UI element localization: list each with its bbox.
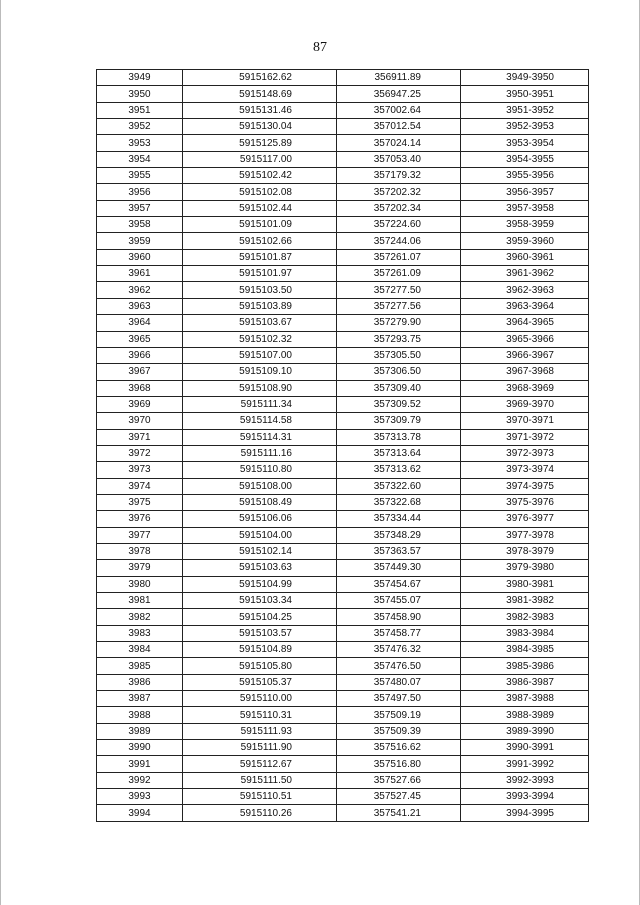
segment-cell: 3967-3968: [461, 364, 589, 380]
segment-cell: 3966-3967: [461, 347, 589, 363]
table-row: [97, 315, 589, 331]
table-row: [97, 772, 589, 788]
segment-cell: 3958-3959: [461, 217, 589, 233]
left-scan-edge: [0, 0, 1, 905]
table-row: [97, 266, 589, 282]
x-coordinate-cell: 5915102.32: [183, 331, 337, 347]
table-row: [97, 102, 589, 118]
point-number-cell: 3949: [97, 70, 183, 86]
table-row: [97, 658, 589, 674]
table-row: [97, 527, 589, 543]
x-coordinate-cell: 5915103.89: [183, 298, 337, 314]
table-row: [97, 625, 589, 641]
x-coordinate-cell: 5915105.37: [183, 674, 337, 690]
segment-cell: 3976-3977: [461, 511, 589, 527]
point-number-cell: 3993: [97, 789, 183, 805]
point-number-cell: 3960: [97, 249, 183, 265]
y-coordinate-cell: 357309.40: [337, 380, 461, 396]
y-coordinate-cell: 357516.80: [337, 756, 461, 772]
segment-cell: 3973-3974: [461, 462, 589, 478]
y-coordinate-cell: 357509.39: [337, 723, 461, 739]
segment-cell: 3987-3988: [461, 691, 589, 707]
y-coordinate-cell: 357527.45: [337, 789, 461, 805]
table-row: [97, 674, 589, 690]
table-row: [97, 233, 589, 249]
table-row: [97, 86, 589, 102]
y-coordinate-cell: 357458.77: [337, 625, 461, 641]
point-number-cell: 3954: [97, 151, 183, 167]
point-number-cell: 3973: [97, 462, 183, 478]
y-coordinate-cell: 357458.90: [337, 609, 461, 625]
y-coordinate-cell: 356911.89: [337, 70, 461, 86]
x-coordinate-cell: 5915117.00: [183, 151, 337, 167]
table-row: [97, 331, 589, 347]
x-coordinate-cell: 5915102.44: [183, 200, 337, 216]
y-coordinate-cell: 357305.50: [337, 347, 461, 363]
table-row: [97, 151, 589, 167]
segment-cell: 3953-3954: [461, 135, 589, 151]
point-number-cell: 3962: [97, 282, 183, 298]
table-row: [97, 789, 589, 805]
table-row: [97, 347, 589, 363]
x-coordinate-cell: 5915102.66: [183, 233, 337, 249]
point-number-cell: 3963: [97, 298, 183, 314]
segment-cell: 3950-3951: [461, 86, 589, 102]
point-number-cell: 3950: [97, 86, 183, 102]
x-coordinate-cell: 5915104.89: [183, 642, 337, 658]
table-row: [97, 740, 589, 756]
table-row: [97, 805, 589, 821]
segment-cell: 3980-3981: [461, 576, 589, 592]
point-number-cell: 3980: [97, 576, 183, 592]
table-row: [97, 135, 589, 151]
point-number-cell: 3955: [97, 168, 183, 184]
segment-cell: 3962-3963: [461, 282, 589, 298]
segment-cell: 3965-3966: [461, 331, 589, 347]
point-number-cell: 3987: [97, 691, 183, 707]
x-coordinate-cell: 5915111.90: [183, 740, 337, 756]
point-number-cell: 3953: [97, 135, 183, 151]
segment-cell: 3952-3953: [461, 119, 589, 135]
point-number-cell: 3994: [97, 805, 183, 821]
point-number-cell: 3974: [97, 478, 183, 494]
point-number-cell: 3989: [97, 723, 183, 739]
segment-cell: 3968-3969: [461, 380, 589, 396]
segment-cell: 3957-3958: [461, 200, 589, 216]
point-number-cell: 3951: [97, 102, 183, 118]
table-row: [97, 543, 589, 559]
segment-cell: 3993-3994: [461, 789, 589, 805]
table-row: [97, 576, 589, 592]
point-number-cell: 3958: [97, 217, 183, 233]
x-coordinate-cell: 5915108.49: [183, 494, 337, 510]
x-coordinate-cell: 5915101.97: [183, 266, 337, 282]
point-number-cell: 3969: [97, 396, 183, 412]
x-coordinate-cell: 5915110.80: [183, 462, 337, 478]
point-number-cell: 3957: [97, 200, 183, 216]
table-row: [97, 462, 589, 478]
y-coordinate-cell: 357313.64: [337, 445, 461, 461]
x-coordinate-cell: 5915131.46: [183, 102, 337, 118]
x-coordinate-cell: 5915106.06: [183, 511, 337, 527]
y-coordinate-cell: 357224.60: [337, 217, 461, 233]
y-coordinate-cell: 357313.78: [337, 429, 461, 445]
table-row: [97, 593, 589, 609]
coordinates-table-body: [97, 70, 589, 822]
x-coordinate-cell: 5915162.62: [183, 70, 337, 86]
point-number-cell: 3992: [97, 772, 183, 788]
point-number-cell: 3991: [97, 756, 183, 772]
y-coordinate-cell: 357261.09: [337, 266, 461, 282]
table-row: [97, 707, 589, 723]
x-coordinate-cell: 5915104.25: [183, 609, 337, 625]
point-number-cell: 3972: [97, 445, 183, 461]
point-number-cell: 3983: [97, 625, 183, 641]
y-coordinate-cell: 357476.32: [337, 642, 461, 658]
segment-cell: 3990-3991: [461, 740, 589, 756]
y-coordinate-cell: 357541.21: [337, 805, 461, 821]
y-coordinate-cell: 357024.14: [337, 135, 461, 151]
table-row: [97, 184, 589, 200]
point-number-cell: 3952: [97, 119, 183, 135]
y-coordinate-cell: 357309.52: [337, 396, 461, 412]
y-coordinate-cell: 357277.50: [337, 282, 461, 298]
table-row: [97, 168, 589, 184]
point-number-cell: 3970: [97, 413, 183, 429]
point-number-cell: 3965: [97, 331, 183, 347]
x-coordinate-cell: 5915148.69: [183, 86, 337, 102]
x-coordinate-cell: 5915108.00: [183, 478, 337, 494]
point-number-cell: 3982: [97, 609, 183, 625]
x-coordinate-cell: 5915107.00: [183, 347, 337, 363]
segment-cell: 3991-3992: [461, 756, 589, 772]
x-coordinate-cell: 5915111.16: [183, 445, 337, 461]
segment-cell: 3981-3982: [461, 593, 589, 609]
point-number-cell: 3990: [97, 740, 183, 756]
y-coordinate-cell: 357309.79: [337, 413, 461, 429]
y-coordinate-cell: 357516.62: [337, 740, 461, 756]
segment-cell: 3972-3973: [461, 445, 589, 461]
y-coordinate-cell: 357454.67: [337, 576, 461, 592]
table-row: [97, 200, 589, 216]
y-coordinate-cell: 357455.07: [337, 593, 461, 609]
table-row: [97, 478, 589, 494]
x-coordinate-cell: 5915104.00: [183, 527, 337, 543]
point-number-cell: 3961: [97, 266, 183, 282]
x-coordinate-cell: 5915102.14: [183, 543, 337, 559]
y-coordinate-cell: 357293.75: [337, 331, 461, 347]
y-coordinate-cell: 357322.60: [337, 478, 461, 494]
x-coordinate-cell: 5915114.31: [183, 429, 337, 445]
point-number-cell: 3986: [97, 674, 183, 690]
y-coordinate-cell: 357334.44: [337, 511, 461, 527]
point-number-cell: 3971: [97, 429, 183, 445]
point-number-cell: 3984: [97, 642, 183, 658]
segment-cell: 3989-3990: [461, 723, 589, 739]
y-coordinate-cell: 357277.56: [337, 298, 461, 314]
segment-cell: 3982-3983: [461, 609, 589, 625]
x-coordinate-cell: 5915111.93: [183, 723, 337, 739]
y-coordinate-cell: 357363.57: [337, 543, 461, 559]
segment-cell: 3979-3980: [461, 560, 589, 576]
segment-cell: 3983-3984: [461, 625, 589, 641]
y-coordinate-cell: 357497.50: [337, 691, 461, 707]
table-row: [97, 413, 589, 429]
x-coordinate-cell: 5915104.99: [183, 576, 337, 592]
segment-cell: 3959-3960: [461, 233, 589, 249]
segment-cell: 3977-3978: [461, 527, 589, 543]
y-coordinate-cell: 357012.54: [337, 119, 461, 135]
point-number-cell: 3979: [97, 560, 183, 576]
segment-cell: 3971-3972: [461, 429, 589, 445]
table-row: [97, 380, 589, 396]
x-coordinate-cell: 5915102.42: [183, 168, 337, 184]
y-coordinate-cell: 357509.19: [337, 707, 461, 723]
table-row: [97, 119, 589, 135]
table-row: [97, 445, 589, 461]
y-coordinate-cell: 356947.25: [337, 86, 461, 102]
table-row: [97, 723, 589, 739]
segment-cell: 3961-3962: [461, 266, 589, 282]
segment-cell: 3978-3979: [461, 543, 589, 559]
x-coordinate-cell: 5915110.51: [183, 789, 337, 805]
x-coordinate-cell: 5915101.09: [183, 217, 337, 233]
segment-cell: 3970-3971: [461, 413, 589, 429]
y-coordinate-cell: 357244.06: [337, 233, 461, 249]
y-coordinate-cell: 357313.62: [337, 462, 461, 478]
segment-cell: 3960-3961: [461, 249, 589, 265]
point-number-cell: 3975: [97, 494, 183, 510]
y-coordinate-cell: 357476.50: [337, 658, 461, 674]
y-coordinate-cell: 357002.64: [337, 102, 461, 118]
table-row: [97, 249, 589, 265]
x-coordinate-cell: 5915103.67: [183, 315, 337, 331]
y-coordinate-cell: 357179.32: [337, 168, 461, 184]
segment-cell: 3992-3993: [461, 772, 589, 788]
segment-cell: 3984-3985: [461, 642, 589, 658]
segment-cell: 3963-3964: [461, 298, 589, 314]
x-coordinate-cell: 5915112.67: [183, 756, 337, 772]
segment-cell: 3974-3975: [461, 478, 589, 494]
x-coordinate-cell: 5915130.04: [183, 119, 337, 135]
x-coordinate-cell: 5915111.50: [183, 772, 337, 788]
x-coordinate-cell: 5915108.90: [183, 380, 337, 396]
y-coordinate-cell: 357527.66: [337, 772, 461, 788]
table-row: [97, 560, 589, 576]
y-coordinate-cell: 357306.50: [337, 364, 461, 380]
x-coordinate-cell: 5915110.00: [183, 691, 337, 707]
x-coordinate-cell: 5915110.26: [183, 805, 337, 821]
table-row: [97, 642, 589, 658]
point-number-cell: 3967: [97, 364, 183, 380]
segment-cell: 3955-3956: [461, 168, 589, 184]
x-coordinate-cell: 5915114.58: [183, 413, 337, 429]
segment-cell: 3988-3989: [461, 707, 589, 723]
table-row: [97, 429, 589, 445]
point-number-cell: 3988: [97, 707, 183, 723]
point-number-cell: 3956: [97, 184, 183, 200]
x-coordinate-cell: 5915111.34: [183, 396, 337, 412]
page-number: 87: [313, 40, 327, 55]
segment-cell: 3964-3965: [461, 315, 589, 331]
point-number-cell: 3968: [97, 380, 183, 396]
table-row: [97, 756, 589, 772]
table-row: [97, 396, 589, 412]
point-number-cell: 3966: [97, 347, 183, 363]
segment-cell: 3969-3970: [461, 396, 589, 412]
x-coordinate-cell: 5915125.89: [183, 135, 337, 151]
y-coordinate-cell: 357202.32: [337, 184, 461, 200]
x-coordinate-cell: 5915103.34: [183, 593, 337, 609]
y-coordinate-cell: 357480.07: [337, 674, 461, 690]
table-row: [97, 511, 589, 527]
segment-cell: 3975-3976: [461, 494, 589, 510]
table-row: [97, 282, 589, 298]
point-number-cell: 3976: [97, 511, 183, 527]
x-coordinate-cell: 5915103.57: [183, 625, 337, 641]
x-coordinate-cell: 5915105.80: [183, 658, 337, 674]
segment-cell: 3985-3986: [461, 658, 589, 674]
table-row: [97, 217, 589, 233]
point-number-cell: 3977: [97, 527, 183, 543]
point-number-cell: 3964: [97, 315, 183, 331]
segment-cell: 3956-3957: [461, 184, 589, 200]
y-coordinate-cell: 357322.68: [337, 494, 461, 510]
segment-cell: 3954-3955: [461, 151, 589, 167]
segment-cell: 3949-3950: [461, 70, 589, 86]
point-number-cell: 3981: [97, 593, 183, 609]
segment-cell: 3951-3952: [461, 102, 589, 118]
table-row: [97, 298, 589, 314]
segment-cell: 3994-3995: [461, 805, 589, 821]
x-coordinate-cell: 5915102.08: [183, 184, 337, 200]
y-coordinate-cell: 357449.30: [337, 560, 461, 576]
y-coordinate-cell: 357348.29: [337, 527, 461, 543]
point-number-cell: 3959: [97, 233, 183, 249]
y-coordinate-cell: 357202.34: [337, 200, 461, 216]
coordinates-table: [96, 69, 589, 822]
point-number-cell: 3978: [97, 543, 183, 559]
table-row: [97, 70, 589, 86]
table-row: [97, 364, 589, 380]
x-coordinate-cell: 5915103.50: [183, 282, 337, 298]
x-coordinate-cell: 5915103.63: [183, 560, 337, 576]
table-row: [97, 691, 589, 707]
x-coordinate-cell: 5915109.10: [183, 364, 337, 380]
segment-cell: 3986-3987: [461, 674, 589, 690]
table-row: [97, 609, 589, 625]
x-coordinate-cell: 5915101.87: [183, 249, 337, 265]
table-row: [97, 494, 589, 510]
point-number-cell: 3985: [97, 658, 183, 674]
y-coordinate-cell: 357053.40: [337, 151, 461, 167]
x-coordinate-cell: 5915110.31: [183, 707, 337, 723]
y-coordinate-cell: 357279.90: [337, 315, 461, 331]
y-coordinate-cell: 357261.07: [337, 249, 461, 265]
